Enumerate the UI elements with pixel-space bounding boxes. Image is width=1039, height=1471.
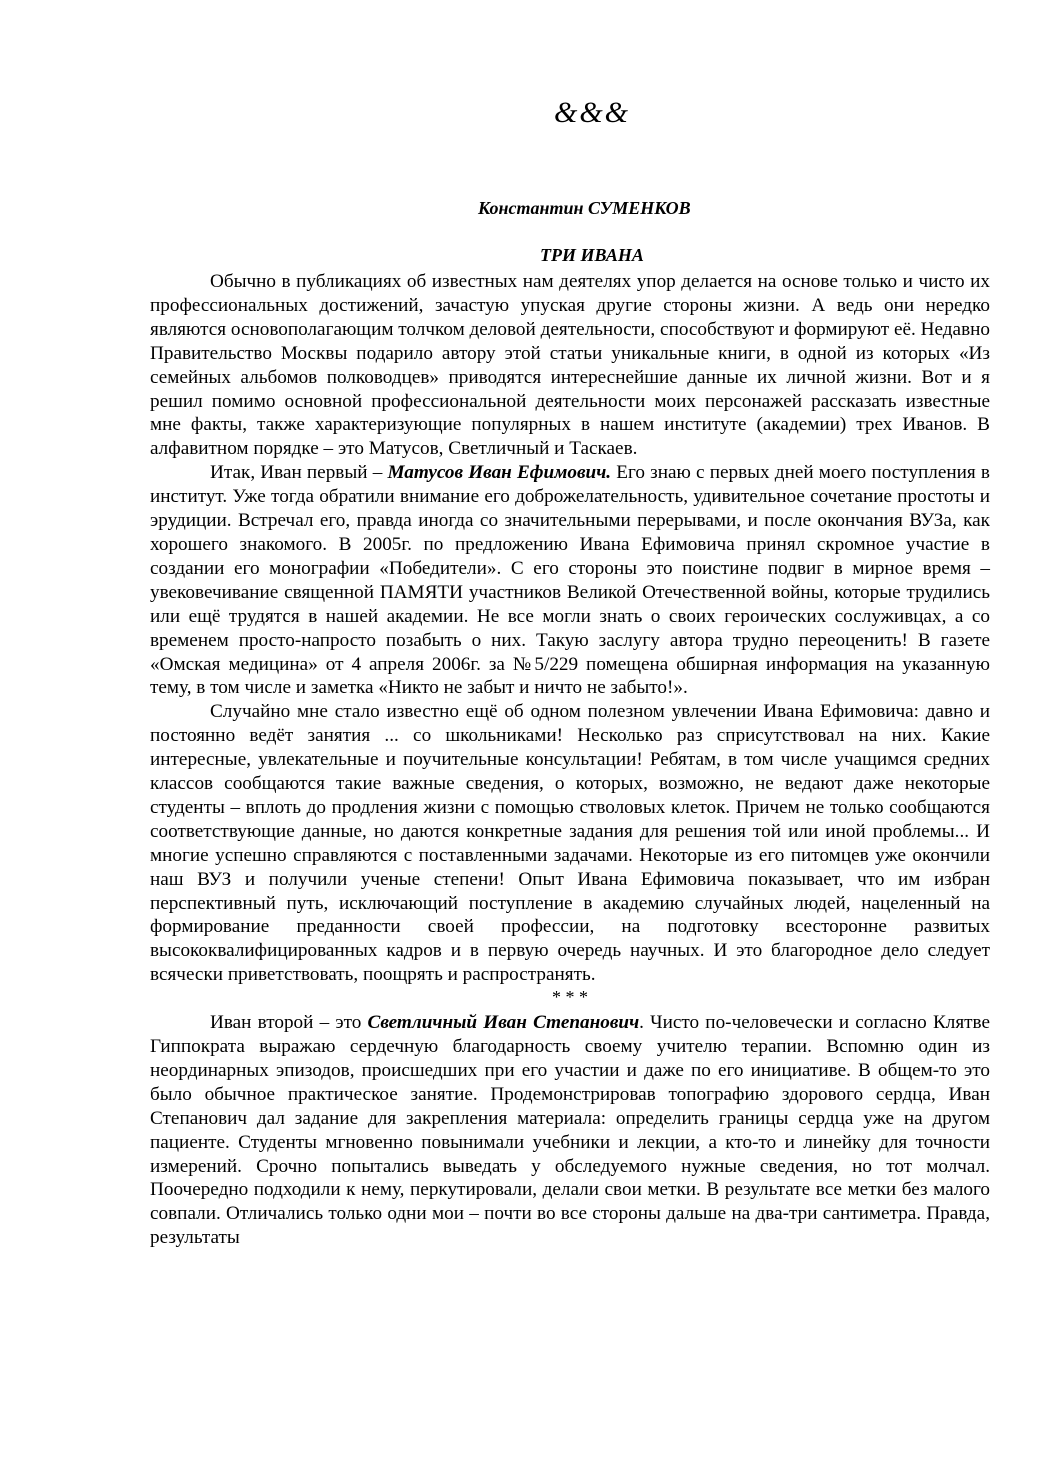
paragraph-text: Его знаю с первых дней моего поступления в институт. Уже тогда обратили внимание его доброжелательность, удивительное сочетание простоты и эрудиции. Встречал его, правда иногда со значительными перерывами, и после окончания ВУЗа, как хорошего знакомого. В 2005г. по предложению Ивана Ефимовича принял скромное участие в создании его монографии «Победители». С его стороны это поистине подвиг в мирное время – увековечивание священной ПАМЯТИ участников Великой Отечественной войны, которые трудились или ещё трудятся в нашей академии. Не все могли знать о своих героических сослуживцах, а со временем просто-напросто позабыть о них. Такую заслугу автора трудно переоценить! В газете «Омская медицина» от 4 апреля 2006г. за №5/229 помещена обширная информация на указанную тему, в том числе и заметка «Никто не забыт и ничто не забыто!». <box>150 462 990 699</box>
paragraph-svetlichny <box>150 1011 990 1250</box>
article-author: Константин СУМЕНКОВ <box>478 198 691 218</box>
article-title: ТРИ ИВАНА <box>540 245 644 265</box>
paragraph-text: . Чисто по-человечески и согласно Клятве Гиппократа выражаю сердечную благодарность своему учителю терапии. Вспомню один из неординарных эпизодов, происшедших при его участии и даже по его инициативе. В общем-то это было обычное практическое занятие. Продемонстрировав топографию здорового сердца, Иван Степанович дал задание для закрепления материала: определить границы сердца уже на другом пациенте. Студенты мгновенно повынимали учебники и лекции, а кто-то и линейку для точности измерений. Срочно попытались выведать у обследуемого нужные сведения, но тот молчал. Поочередно подходили к нему, перкутировали, делали свои метки. В результате все метки без малого совпали. Отличались только одни мои – почти во все стороны дальше на два-три сантиметра. Правда, результаты <box>150 1012 990 1249</box>
paragraph-text: Итак, Иван первый – <box>210 462 388 484</box>
person-name-svetlichny: Светличный Иван Степанович <box>367 1012 640 1034</box>
article-body <box>150 270 990 1250</box>
paragraph-school-classes: Случайно мне стало известно ещё об одном полезном увлечении Ивана Ефимовича: давно и постоянно ведёт занятия ... со школьниками! Несколько раз сприсутствовал на них. Какие интересные, увлекательные и поучительные консультации! Ребятам, в том числе учащимся средних классов сообщаются такие важные сведения, о которых, возможно, не ведают даже некоторые студенты – вплоть до продления жизни с помощью стволовых клеток. Причем не только сообщаются соответствующие данные, но даются конкретные задания для решения той или иной проблемы... И многие успешно справляются с поставленными задачами. Некоторые из его питомцев уже окончили наш ВУЗ и получили ученые степени! Опыт Ивана Ефимовича показывает, что им избран перспективный путь, исключающий поступление в академию случайных людей, нацеленный на формирование преданности своей профессии, на подготовку всесторонне развитых высококвалифицированных кадров и в первую очередь научных. И это благородное дело следует всячески приветствовать, поощрять и распространять. <box>150 701 990 986</box>
ornament-dingbats: &&& <box>554 96 631 129</box>
paragraph-matusov <box>150 461 990 700</box>
paragraph-intro: Обычно в публикациях об известных нам деятелях упор делается на основе только и чисто их профессиональных достижений, зачастую упуская другие стороны жизни. А ведь они нередко являются основополагающим толчком деловой деятельности, способствуют и формируют её. Недавно Правительство Москвы подарило автору этой статьи уникальные книги, в одной из которых «Из семейных альбомов полководцев» приводятся интереснейшие данные их личной жизни. Вот и я решил помимо основной профессиональной деятельности моих персонажей рассказать известные мне факты, также характеризующие популярных в нашем институте (академии) трех Иванов. В алфавитном порядке – это Матусов, Светличный и Таскаев. <box>150 271 990 460</box>
section-separator: * * * <box>552 987 588 1008</box>
person-name-matusov: Матусов Иван Ефимович. <box>387 462 612 484</box>
paragraph-text: Иван второй – это <box>210 1012 368 1034</box>
